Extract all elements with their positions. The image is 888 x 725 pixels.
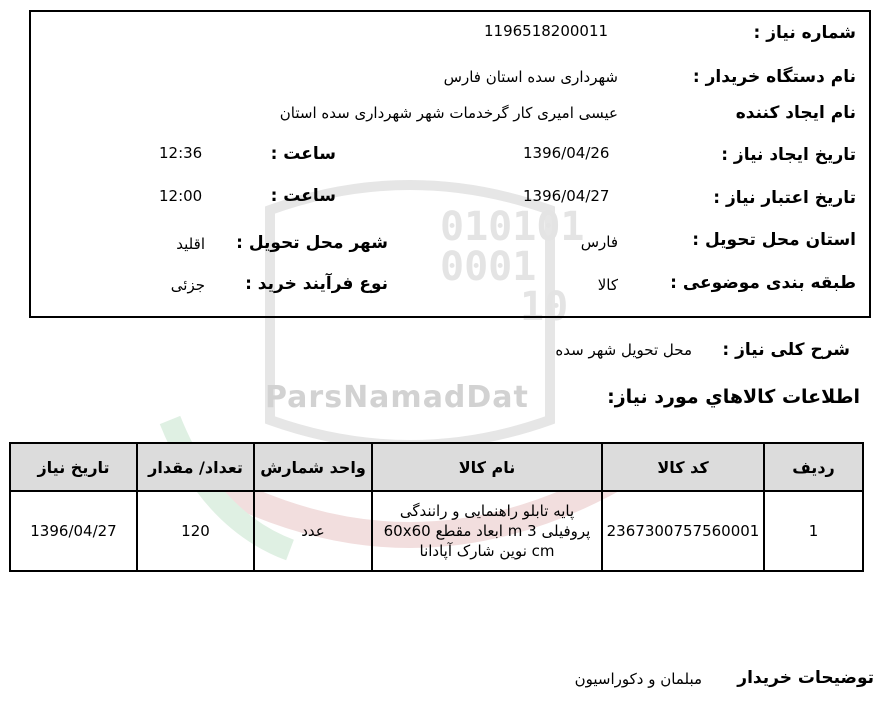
creator-label: نام ایجاد کننده (735, 103, 856, 123)
svg-text:0001: 0001 (440, 244, 537, 290)
buyer-notes-label: توضیحات خریدار (737, 668, 874, 688)
header-code: کد کالا (602, 443, 764, 491)
category-label: طبقه بندی موضوعی : (670, 273, 856, 293)
valid-time-label: ساعت : (270, 186, 336, 206)
cell-code: 2367300757560001 (602, 491, 764, 571)
province-label: استان محل تحویل : (692, 230, 856, 250)
description-label: شرح کلی نیاز : (722, 340, 850, 360)
valid-time: 12:00 (159, 187, 203, 205)
created-time: 12:36 (159, 144, 203, 162)
province: فارس (580, 233, 618, 251)
table-header-row (10, 443, 863, 491)
svg-text:10: 10 (520, 284, 569, 330)
buyer-org-label: نام دستگاه خریدار : (692, 67, 856, 87)
svg-text:010101: 010101 (440, 204, 585, 250)
table-row (10, 491, 863, 571)
city-label: شهر محل تحویل : (236, 233, 388, 253)
process-type: جزئی (170, 276, 205, 294)
valid-date: 1396/04/27 (523, 187, 610, 205)
header-unit: واحد شمارش (254, 443, 372, 491)
cell-row-number: 1 (764, 491, 863, 571)
description-text: محل تحویل شهر سده (555, 341, 692, 359)
need-number-label: شماره نیاز : (753, 23, 856, 43)
created-time-label: ساعت : (270, 144, 336, 164)
process-label: نوع فرآیند خرید : (245, 274, 388, 294)
buyer-notes-text: مبلمان و دکوراسیون (574, 670, 702, 688)
goods-table (9, 442, 864, 572)
valid-date-label: تاریخ اعتبار نیاز : (713, 188, 856, 208)
city: اقلید (176, 235, 205, 253)
header-qty: تعداد/ مقدار (137, 443, 254, 491)
header-row-number: ردیف (764, 443, 863, 491)
cell-unit: عدد (254, 491, 372, 571)
created-date: 1396/04/26 (523, 144, 610, 162)
cell-name: پایه تابلو راهنمایی و رانندگی پروفیلی 3 m ابعاد مقطع 60x60 cm نوین شارک آپادانا (372, 491, 602, 571)
header-date: تاریخ نیاز (10, 443, 137, 491)
cell-date: 1396/04/27 (10, 491, 137, 571)
header-name: نام کالا (372, 443, 602, 491)
cell-qty: 120 (137, 491, 254, 571)
buyer-org: شهرداری سده استان فارس (443, 68, 618, 86)
created-date-label: تاریخ ایجاد نیاز : (721, 145, 856, 165)
creator-name: عیسی امیری کار گرخدمات شهر شهرداری سده استان (279, 104, 618, 122)
category: کالا (597, 276, 618, 294)
need-number: 1196518200011 (484, 22, 609, 40)
watermark-text: ParsNamadDat (265, 380, 529, 415)
goods-section-title: اطلاعات کالاهاي مورد نیاز: (607, 386, 860, 408)
